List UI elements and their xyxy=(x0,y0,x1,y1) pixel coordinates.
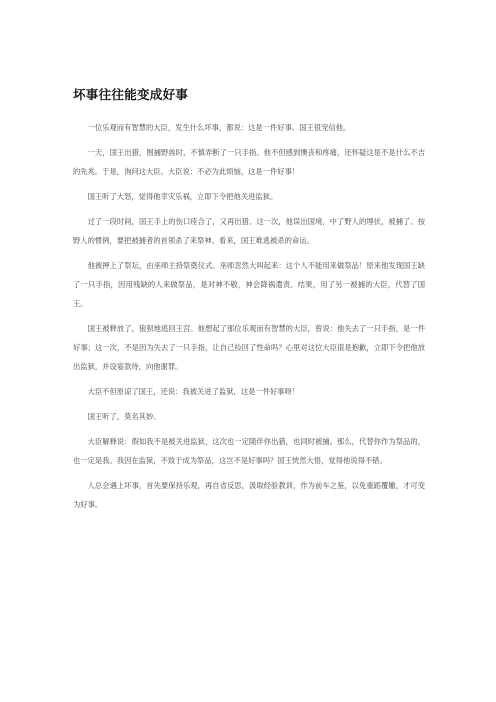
paragraph-8: 国王听了，莫名其妙。 xyxy=(87,412,161,421)
paragraph-9: 大臣解释说：假如我不是被关进监狱，这次也一定随伴你出猎，也同时被捕。那么，代替你作为祭品的，也一定是我。我因在监狱，不致于成为祭品，这岂不是好事吗？国王恍然大悟，觉得他说得不错。 xyxy=(73,437,425,465)
paragraph-2: 一天，国王出猎，围捕野兽时，不慎弄断了一只手指。他不但感到懊丧和疼痛，还怀疑这是不是什么不吉的先兆。于是，询问这大臣。大臣说：不必为此烦恼，这是一件好事！ xyxy=(73,148,425,176)
paragraph-5: 他被押上了祭坛，由巫师主持祭奠仪式。巫师忽然大叫起来：这个人不能用来做祭品！原来他发现国王缺了一只手指，因用残缺的人来做祭品，是对神不敬，神会降祸遣责。结果，用了另一被捕的大臣，代替了国王。 xyxy=(73,261,425,308)
paragraph-4: 过了一段时间，国王手上的伤口痊合了，又再出猎。这一次，他误出国境，中了野人的埋伏，被捕了。按野人的惯例，要把被捕者的首领杀了来祭神。看来，国王难逃被杀的命运。 xyxy=(73,217,425,245)
paragraph-7: 大臣不但原谅了国王，还说：我被关进了监狱，这是一件好事呀！ xyxy=(87,387,300,396)
paragraph-3: 国王听了大怒，觉得他幸灾乐祸，立即下令把他关进监狱。 xyxy=(87,192,278,201)
document-title: 坏事往往能变成好事 xyxy=(73,87,189,102)
paragraph-10: 人总会遇上坏事，首先要保持乐观，再自省反思，汲取经验教训，作为前车之鉴，以免重蹈覆辙，才可变为好事。 xyxy=(73,481,425,509)
paragraph-6: 国王被释放了，狼狈地逃回王宫。他想起了那位乐观而有智慧的大臣，曾说：他失去了一只手指，是一件好事；这一次，不是因为失去了一只手指，让自己捡回了性命吗？心里对这位大臣很是抱歉，立即下令把他放出监狱，并设宴款待，向他谢罪。 xyxy=(73,324,425,371)
paragraph-1: 一位乐观而有智慧的大臣，发生什么坏事，都说：这是一件好事。国王很宠信他。 xyxy=(87,123,351,132)
document-body xyxy=(73,118,425,520)
